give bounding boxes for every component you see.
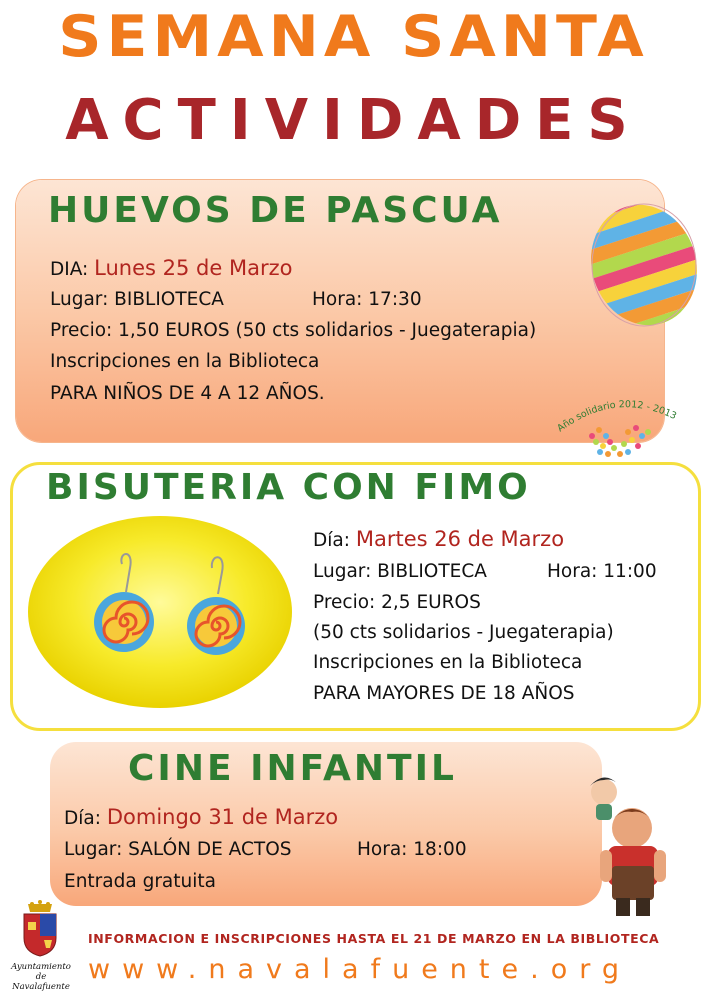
- footer-website-link[interactable]: www.navalafuente.org: [88, 954, 631, 985]
- coat-of-arms-icon: [20, 900, 60, 958]
- huevos-edad: PARA NIÑOS DE 4 A 12 AÑOS.: [50, 383, 325, 404]
- huevos-lugar: Lugar: BIBLIOTECA: [50, 289, 224, 310]
- huevos-dia: DIA: Lunes 25 de Marzo: [50, 256, 293, 280]
- cine-lugar: Lugar: SALÓN DE ACTOS: [64, 839, 292, 860]
- cine-dia: Día: Domingo 31 de Marzo: [64, 805, 339, 829]
- title-semana-santa: SEMANA SANTA: [58, 3, 649, 71]
- title-actividades: ACTIVIDADES: [65, 88, 642, 153]
- bisuteria-lugar: Lugar: BIBLIOTECA: [313, 561, 487, 582]
- easter-egg-icon: [588, 202, 700, 328]
- huevos-hora: Hora: 17:30: [312, 289, 422, 310]
- bisuteria-inscripciones: Inscripciones en la Biblioteca: [313, 652, 583, 673]
- bisuteria-hora: Hora: 11:00: [547, 561, 657, 582]
- bisuteria-dia: Día: Martes 26 de Marzo: [313, 527, 565, 551]
- cine-title: CINE INFANTIL: [128, 748, 457, 789]
- bisuteria-title: BISUTERIA CON FIMO: [46, 467, 531, 508]
- cine-hora: Hora: 18:00: [357, 839, 467, 860]
- bisuteria-edad: PARA MAYORES DE 18 AÑOS: [313, 683, 575, 704]
- huevos-precio: Precio: 1,50 EUROS (50 cts solidarios - Juegaterapia): [50, 320, 537, 341]
- cine-entrada: Entrada gratuita: [64, 871, 216, 892]
- earrings-image: [26, 514, 294, 710]
- ayuntamiento-label: Ayuntamiento de Navalafuente: [11, 962, 71, 992]
- butterfly-icon: [589, 425, 651, 457]
- bisuteria-solidarios: (50 cts solidarios - Juegaterapia): [313, 622, 614, 643]
- huevos-inscripciones: Inscripciones en la Biblioteca: [50, 351, 320, 372]
- huevos-title: HUEVOS DE PASCUA: [48, 190, 503, 231]
- cartoon-characters-image: [560, 770, 672, 920]
- bisuteria-precio: Precio: 2,5 EUROS: [313, 592, 481, 613]
- footer-info: INFORMACION E INSCRIPCIONES HASTA EL 21 DE MARZO EN LA BIBLIOTECA: [88, 931, 660, 946]
- solidarios-arc-text: Año solidario 2012 - 2013: [555, 399, 679, 435]
